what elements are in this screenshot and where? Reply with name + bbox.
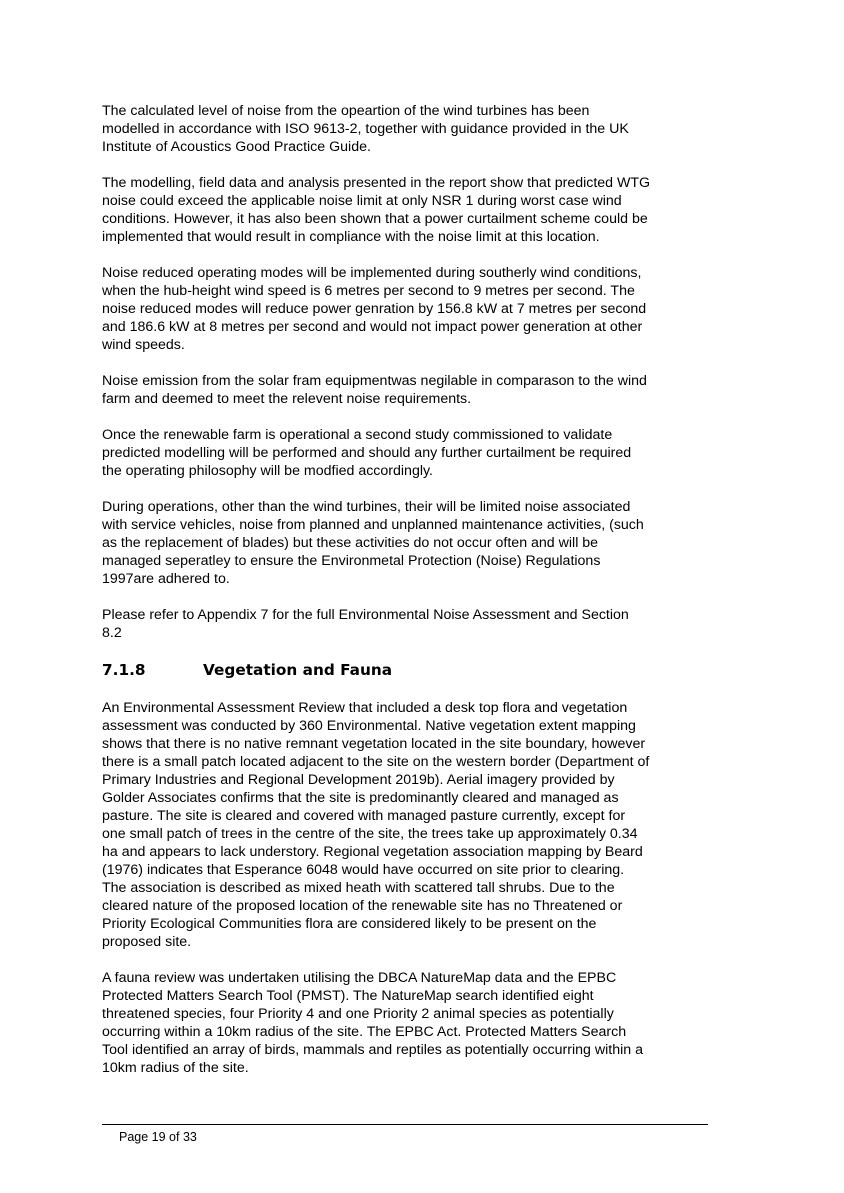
paragraph (102, 498, 708, 588)
text-line: Institute of Acoustics Good Practice Guide. (102, 139, 371, 155)
text-line: noise could exceed the applicable noise limit at only NSR 1 during worst case wind (102, 193, 622, 209)
footer-divider (102, 1124, 708, 1125)
text-line: The calculated level of noise from the opeartion of the wind turbines has been (102, 103, 590, 119)
text-line: Protected Matters Search Tool (PMST). The NatureMap search identified eight (102, 988, 594, 1004)
text-line: one small patch of trees in the centre of the site, the trees take up approximately 0.34 (102, 826, 638, 842)
text-line: Please refer to Appendix 7 for the full Environmental Noise Assessment and Section (102, 607, 629, 623)
text-line: During operations, other than the wind turbines, their will be limited noise associated (102, 499, 631, 515)
text-line: assessment was conducted by 360 Environmental. Native vegetation extent mapping (102, 718, 636, 734)
text-line: 1997are adhered to. (102, 571, 230, 587)
text-line: 10km radius of the site. (102, 1060, 249, 1076)
text-line: Noise emission from the solar fram equipmentwas negilable in comparason to the wind (102, 373, 647, 389)
section-number: 7.1.8 (102, 661, 146, 679)
text-line: conditions. However, it has also been shown that a power curtailment scheme could be (102, 211, 648, 227)
paragraph (102, 174, 708, 246)
text-line: when the hub-height wind speed is 6 metres per second to 9 metres per second. The (102, 283, 635, 299)
text-line: Once the renewable farm is operational a second study commissioned to validate (102, 427, 613, 443)
page-number: Page 19 of 33 (119, 1130, 197, 1144)
page-content (102, 102, 708, 1095)
text-line: predicted modelling will be performed and should any further curtailment be required (102, 445, 632, 461)
section-heading (102, 660, 708, 680)
text-line: modelled in accordance with ISO 9613-2, together with guidance provided in the UK (102, 121, 629, 137)
paragraph (102, 426, 708, 480)
text-line: An Environmental Assessment Review that included a desk top flora and vegetation (102, 700, 628, 716)
text-line: wind speeds. (102, 337, 185, 353)
paragraph (102, 606, 708, 642)
text-line: Primary Industries and Regional Development 2019b). Aerial imagery provided by (102, 772, 615, 788)
paragraph (102, 372, 708, 408)
text-line: Tool identified an array of birds, mammals and reptiles as potentially occurring within a (102, 1042, 643, 1058)
text-line: implemented that would result in compliance with the noise limit at this location. (102, 229, 600, 245)
text-line: Noise reduced operating modes will be implemented during southerly wind conditions, (102, 265, 642, 281)
text-line: threatened species, four Priority 4 and one Priority 2 animal species as potentially (102, 1006, 614, 1022)
paragraph (102, 102, 708, 156)
text-line: farm and deemed to meet the relevent noise requirements. (102, 391, 472, 407)
text-line: ha and appears to lack understory. Regional vegetation association mapping by Beard (102, 844, 643, 860)
vegetation-fauna-body (102, 699, 708, 1077)
text-line: occurring within a 10km radius of the site. The EPBC Act. Protected Matters Search (102, 1024, 627, 1040)
text-line: noise reduced modes will reduce power genration by 156.8 kW at 7 metres per second (102, 301, 647, 317)
text-line: shows that there is no native remnant vegetation located in the site boundary, however (102, 736, 646, 752)
section-title: Vegetation and Fauna (203, 661, 393, 679)
text-line: The association is described as mixed heath with scattered tall shrubs. Due to the (102, 880, 615, 896)
text-line: (1976) indicates that Esperance 6048 would have occurred on site prior to clearing. (102, 862, 625, 878)
text-line: with service vehicles, noise from planned and unplanned maintenance activities, (such (102, 517, 644, 533)
text-line: managed seperatley to ensure the Environmetal Protection (Noise) Regulations (102, 553, 601, 569)
text-line: as the replacement of blades) but these activities do not occur often and will be (102, 535, 599, 551)
text-line: cleared nature of the proposed location of the renewable site has no Threatened or (102, 898, 623, 914)
paragraph (102, 264, 708, 354)
paragraph (102, 699, 708, 951)
text-line: Golder Associates confirms that the site is predominantly cleared and managed as (102, 790, 619, 806)
text-line: 8.2 (102, 625, 122, 641)
paragraph (102, 969, 708, 1077)
text-line: A fauna review was undertaken utilising the DBCA NatureMap data and the EPBC (102, 970, 617, 986)
text-line: pasture. The site is cleared and covered with managed pasture currently, except for (102, 808, 626, 824)
text-line: Priority Ecological Communities flora are considered likely to be present on the (102, 916, 597, 932)
text-line: proposed site. (102, 934, 192, 950)
text-line: The modelling, field data and analysis presented in the report show that predicted WTG (102, 175, 651, 191)
noise-section-body (102, 102, 708, 642)
text-line: the operating philosophy will be modfied accordingly. (102, 463, 433, 479)
text-line: there is a small patch located adjacent to the site on the western border (Department of (102, 754, 650, 770)
text-line: and 186.6 kW at 8 metres per second and would not impact power generation at other (102, 319, 643, 335)
